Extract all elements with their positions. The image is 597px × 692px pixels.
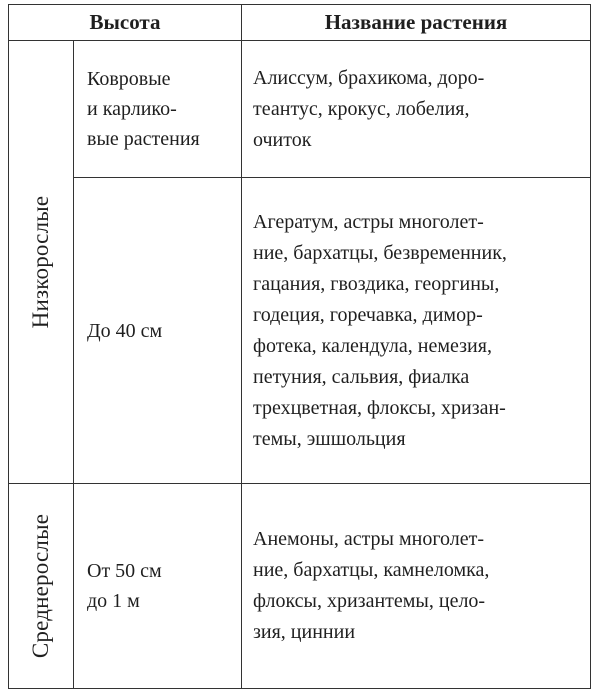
group-label-medium: Среднерослые xyxy=(28,513,53,659)
plant-names-line: гацания, гвоздика, георгины, xyxy=(253,272,500,295)
plant-names-line: флоксы, хризантемы, цело- xyxy=(253,590,486,612)
height-cell xyxy=(74,178,242,484)
plant-names-cell xyxy=(242,41,591,178)
height-text-line: вые растения xyxy=(87,128,200,150)
plant-names-line: зия, циннии xyxy=(253,621,356,643)
plant-names-line: очиток xyxy=(253,128,312,151)
plant-names-line: Алиссум, брахикома, доро- xyxy=(253,66,485,89)
plant-names-cell xyxy=(242,178,591,484)
plant-names-line: теантус, крокус, лобелия, xyxy=(253,97,470,120)
plant-names-line: ние, бархатцы, безвременник, xyxy=(253,241,507,264)
plant-names-line: ние, бархатцы, камнеломка, xyxy=(253,559,490,581)
plant-names-line: трехцветная, флоксы, хризан- xyxy=(253,396,506,419)
group-label-low: Низкорослые xyxy=(28,195,53,329)
plant-names-line: темы, эшшольция xyxy=(253,427,406,450)
height-text-line: и карлико- xyxy=(87,98,177,120)
plant-names-line: петуния, сальвия, фиалка xyxy=(253,365,470,388)
height-cell xyxy=(74,41,242,178)
group-cell-medium xyxy=(9,484,74,689)
height-cell xyxy=(74,484,242,689)
plant-names-line: фотека, календула, немезия, xyxy=(253,334,492,357)
plant-names-line: годеция, горечавка, димор- xyxy=(253,303,483,326)
header-height: Высота xyxy=(9,5,242,41)
table-row xyxy=(9,484,591,689)
height-text-line: до 1 м xyxy=(87,590,140,612)
plant-height-table xyxy=(8,4,591,689)
plant-names-line: Агератум, астры многолет- xyxy=(253,210,484,233)
table-header-row xyxy=(9,5,591,41)
plant-names-cell xyxy=(242,484,591,689)
header-plant-name: Название растения xyxy=(242,5,591,41)
table-row xyxy=(9,178,591,484)
plant-names-line: Анемоны, астры многолет- xyxy=(253,528,485,550)
height-text-line: Ковровые xyxy=(87,68,171,90)
height-text-line: От 50 см xyxy=(87,560,162,582)
height-text-line: До 40 см xyxy=(87,319,163,342)
table-row xyxy=(9,41,591,178)
group-cell-low xyxy=(9,41,74,484)
